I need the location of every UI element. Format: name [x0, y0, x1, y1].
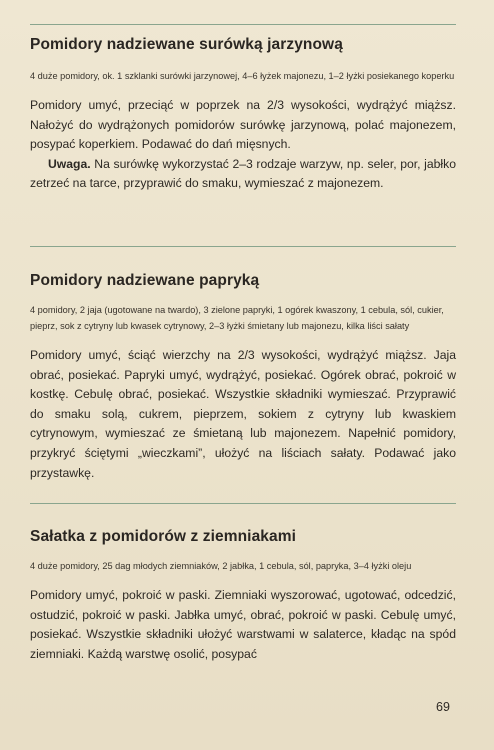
recipe-instructions: Pomidory umyć, ściąć wierzchy na 2/3 wysokości, wydrążyć miąższ. Jaja obrać, posiekać. Papryki umyć, wydrążyć, posiekać. Ogórek obrać, pokroić w kostkę. Cebulę obrać, posiekać. Wszystkie składniki wymieszać. Przyprawić do smaku solą, cukrem, pieprzem, sokiem z cytryny lub kwaskiem cytrynowym, wymieszać ze śmietaną lub majonezem. Napełnić pomidory, przykryć ściętymi „wieczkami”, ułożyć na liściach sałaty. Podawać jako przystawkę.	[30, 348, 456, 480]
recipe-title: Pomidory nadziewane papryką	[30, 272, 260, 289]
recipe-note	[30, 155, 456, 194]
recipe-ingredients: 4 duże pomidory, ok. 1 szklanki surówki jarzynowej, 4–6 łyżek majonezu, 1–2 łyżki posiekanego koperku	[30, 71, 455, 81]
recipe-note-text: Na surówkę wykorzystać 2–3 rodzaje warzyw, np. seler, por, jabłko zetrzeć na tarce, przyprawić do smaku, wymieszać z majonezem.	[30, 156, 456, 191]
recipe-instructions-text: Pomidory umyć, przeciąć w poprzek na 2/3 wysokości, wydrążyć miąższ. Nałożyć do wydrążonych pomidorów surówkę jarzynową, polać majonezem, posypać koperkiem. Podawać do dań mięsnych.	[30, 98, 456, 152]
page-number: 69	[436, 700, 450, 714]
recipe-instructions: Pomidory umyć, pokroić w paski. Ziemniaki wyszorować, ugotować, odcedzić, ostudzić, pokroić w paski. Jabłka umyć, obrać, pokroić w paski. Cebulę umyć, posiekać. Wszystkie składniki ułożyć warstwami w salaterce, kładąc na spód ziemniaki. Każdą warstwę osolić, posypać	[30, 588, 456, 661]
recipe-title: Pomidory nadziewane surówką jarzynową	[30, 36, 343, 53]
divider-2	[30, 503, 456, 504]
recipe-instructions	[30, 96, 456, 155]
recipe-title: Sałatka z pomidorów z ziemniakami	[30, 528, 297, 545]
recipe-ingredients: 4 duże pomidory, 25 dag młodych ziemniaków, 2 jabłka, 1 cebula, sól, papryka, 3–4 łyżki oleju	[30, 561, 412, 571]
recipe-ingredients: 4 pomidory, 2 jaja (ugotowane na twardo), 3 zielone papryki, 1 ogórek kwaszony, 1 cebula, sól, cukier, pieprz, sok z cytryny lub kwasek cytrynowy, 2–3 łyżki śmietany lub majonezu, kilka liści sałaty	[30, 305, 444, 331]
divider-top	[30, 24, 456, 25]
recipe-stuffed-tomatoes-pepper	[30, 272, 456, 483]
divider-1	[30, 246, 456, 247]
recipe-stuffed-tomatoes-vegetable	[30, 36, 456, 194]
recipe-tomato-potato-salad	[30, 528, 456, 664]
recipe-note-label: Uwaga.	[48, 156, 91, 171]
